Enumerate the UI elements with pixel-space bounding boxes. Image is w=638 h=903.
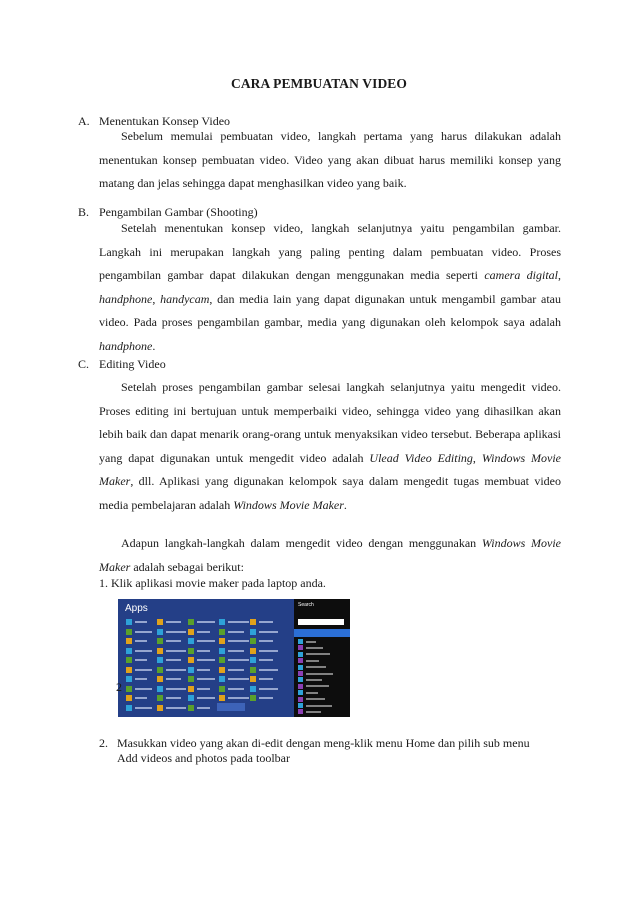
- app-tile-label: [135, 688, 152, 690]
- app-tile-label: [228, 678, 249, 680]
- search-result-icon: [298, 703, 303, 708]
- period: .: [343, 497, 347, 512]
- app-tile-label: [228, 697, 249, 699]
- search-result-icon: [298, 677, 303, 682]
- term-windows-movie-maker: Windows Movie Maker: [99, 536, 561, 574]
- app-tile-label: [228, 631, 244, 633]
- search-result-label: [306, 653, 330, 655]
- app-tile-label: [166, 659, 181, 661]
- app-tile-label: [228, 640, 249, 642]
- app-tile-icon: [157, 676, 163, 682]
- app-tile-label: [228, 688, 244, 690]
- app-tile-label: [259, 650, 278, 652]
- app-tile-icon: [157, 695, 163, 701]
- app-tile-label: [166, 697, 181, 699]
- period: .: [152, 338, 156, 353]
- app-tile-label: [259, 631, 278, 633]
- search-result-label: [306, 647, 323, 649]
- app-tile-icon: [219, 676, 225, 682]
- app-tile-icon: [126, 686, 132, 692]
- search-label: Search: [298, 602, 314, 608]
- app-tile-icon: [250, 619, 256, 625]
- app-tile-label: [197, 640, 215, 642]
- app-tile-label: [197, 621, 215, 623]
- app-tile-label: [259, 640, 273, 642]
- app-tile-icon: [188, 619, 194, 625]
- app-tile-label: [197, 669, 210, 671]
- section-c-title: Editing Video: [99, 357, 166, 371]
- search-result-label: [306, 660, 319, 662]
- search-result-icon: [298, 645, 303, 650]
- app-tile-label: [166, 707, 186, 709]
- app-tile-label: [166, 650, 186, 652]
- search-result-label: [306, 641, 316, 643]
- app-tile-label: [135, 631, 152, 633]
- section-c-letter: C.: [78, 357, 90, 371]
- app-tile-label: [259, 669, 278, 671]
- section-c-text-2: , dll. Aplikasi yang digunakan kelompok saya dalam mengedit tugas membuat video media pembelajaran adalah: [99, 474, 561, 512]
- app-tile-label: [135, 707, 152, 709]
- app-tile-icon: [126, 676, 132, 682]
- search-box: [298, 619, 344, 625]
- app-tile-label: [166, 640, 181, 642]
- term-windows-movie-maker: Windows Movie Maker: [99, 450, 562, 489]
- search-pane: [294, 599, 350, 717]
- app-tile-label: [135, 697, 147, 699]
- sep: ,: [152, 291, 161, 306]
- app-tile-label: [228, 669, 244, 671]
- search-result-icon: [298, 665, 303, 670]
- app-tile-label: [197, 678, 215, 680]
- app-tile-icon: [219, 629, 225, 635]
- app-tile-label: [197, 688, 210, 690]
- search-result-label: [306, 711, 321, 713]
- app-tile-icon: [250, 676, 256, 682]
- app-tile-label: [259, 688, 278, 690]
- section-b-text-2: , dan media lain yang dapat digunakan untuk mengambil gambar atau video. Pada proses pengambilan gambar, media yang digunakan oleh kelompok saya adalah: [99, 291, 562, 330]
- app-tile-icon: [126, 648, 132, 654]
- app-tile-icon: [250, 695, 256, 701]
- app-tile-icon: [126, 705, 132, 711]
- search-result-label: [306, 705, 332, 707]
- app-tile-label: [228, 650, 244, 652]
- section-a-title: Menentukan Konsep Video: [99, 114, 231, 128]
- app-tile-icon: [250, 638, 256, 644]
- sep: ,: [558, 268, 561, 283]
- app-tile-label: [135, 659, 147, 661]
- section-c-heading: [78, 357, 166, 371]
- term-windows-movie-maker: Windows Movie Maker: [233, 497, 344, 512]
- app-tile-label: [166, 688, 186, 690]
- app-tile-icon: [188, 629, 194, 635]
- app-tile-label: [259, 621, 273, 623]
- app-tile-icon: [188, 657, 194, 663]
- app-tile-icon: [126, 638, 132, 644]
- app-tile-icon: [219, 657, 225, 663]
- app-tile-icon: [157, 629, 163, 635]
- app-tile-icon: [219, 638, 225, 644]
- app-tile-icon: [157, 705, 163, 711]
- sep: ,: [472, 450, 482, 465]
- section-b-title: Pengambilan Gambar (Shooting): [99, 205, 258, 219]
- apps-label: Apps: [125, 603, 148, 614]
- stray-number: 2: [116, 680, 122, 694]
- app-tile-label: [197, 659, 215, 661]
- app-tile-icon: [157, 667, 163, 673]
- search-result-icon: [298, 684, 303, 689]
- app-tile-icon: [250, 667, 256, 673]
- app-tile-label: [259, 678, 273, 680]
- search-selected-result: [294, 629, 350, 637]
- app-tile-icon: [188, 648, 194, 654]
- app-tile-label: [228, 621, 249, 623]
- search-result-icon: [298, 709, 303, 714]
- app-tile-icon: [126, 657, 132, 663]
- app-tile-icon: [188, 638, 194, 644]
- app-tile-icon: [157, 648, 163, 654]
- app-tile-label: [166, 678, 181, 680]
- app-tile-icon: [188, 686, 194, 692]
- app-tile-icon: [188, 705, 194, 711]
- app-tile-icon: [157, 686, 163, 692]
- app-tile-label: [259, 697, 273, 699]
- app-tile-label: [228, 659, 249, 661]
- section-c-text-4: adalah sebagai berikut:: [130, 559, 244, 574]
- search-result-icon: [298, 658, 303, 663]
- app-tile-icon: [250, 648, 256, 654]
- section-c-paragraph-2: [99, 532, 561, 579]
- apps-screenshot: [118, 599, 350, 717]
- app-tile-icon: [219, 667, 225, 673]
- app-tile-icon: [126, 695, 132, 701]
- app-tile-icon: [126, 667, 132, 673]
- app-tile-label: [135, 640, 147, 642]
- section-b-letter: B.: [78, 205, 90, 219]
- term-camera-digital: camera digital: [484, 268, 558, 283]
- section-c-paragraph-1: [99, 376, 561, 518]
- search-result-label: [306, 685, 329, 687]
- app-tile-label: [197, 631, 210, 633]
- search-result-label: [306, 698, 325, 700]
- app-tile-label: [197, 707, 210, 709]
- step-2-line-2: Add videos and photos pada toolbar: [117, 751, 290, 765]
- search-result-label: [306, 679, 322, 681]
- search-result-icon: [298, 652, 303, 657]
- app-tile-icon: [126, 629, 132, 635]
- app-tile-icon: [219, 686, 225, 692]
- app-tile-icon: [188, 676, 194, 682]
- app-tile-icon: [250, 629, 256, 635]
- term-handphone: handphone: [99, 338, 153, 353]
- app-tile-label: [166, 669, 186, 671]
- document-title: CARA PEMBUATAN VIDEO: [230, 76, 407, 91]
- search-result-icon: [298, 639, 303, 644]
- app-tile-label: [135, 621, 147, 623]
- section-a-letter: A.: [78, 114, 90, 128]
- app-tile-icon: [157, 619, 163, 625]
- search-result-icon: [298, 671, 303, 676]
- app-tile-label: [197, 650, 210, 652]
- section-c-text-1: Setelah proses pengambilan gambar selesai langkah selanjutnya yaitu mengedit video. Proses editing ini bertujuan untuk memperbaiki video, sehingga video yang dihasilkan akan lebih baik dan dapat menarik orang-orang untuk menyaksikan video tersebut. Beberapa aplikasi yang dapat digunakan untuk mengedit video adalah: [99, 380, 561, 465]
- search-result-icon: [298, 690, 303, 695]
- highlighted-app-tile: [217, 703, 245, 711]
- app-tile-icon: [219, 648, 225, 654]
- app-tile-label: [135, 669, 152, 671]
- section-b-text-1: Setelah menentukan konsep video, langkah selanjutnya yaitu pengambilan gambar. Langkah ini merupakan langkah yang paling penting dalam pembuatan video. Proses pengambilan gambar dapat dilakukan dengan menggunakan media seperti: [99, 221, 561, 283]
- section-a-text: Sebelum memulai pembuatan video, langkah pertama yang harus dilakukan adalah menentukan konsep pembuatan video. Video yang akan dibuat harus memiliki konsep yang matang dan jelas sehingga dapat menghasilkan video yang baik.: [99, 129, 561, 191]
- search-result-label: [306, 673, 333, 675]
- section-b-paragraph: [99, 217, 561, 359]
- app-tile-icon: [188, 667, 194, 673]
- term-handycam: handycam: [160, 291, 210, 306]
- step-2-line-1: Masukkan video yang akan di-edit dengan meng-klik menu Home dan pilih sub menu: [117, 736, 530, 750]
- app-tile-label: [259, 659, 273, 661]
- term-handphone: handphone: [99, 291, 153, 306]
- app-tile-label: [197, 697, 215, 699]
- app-tile-label: [135, 650, 152, 652]
- section-a-paragraph: [99, 125, 561, 196]
- app-tile-label: [166, 631, 186, 633]
- search-result-label: [306, 666, 326, 668]
- app-tile-icon: [157, 657, 163, 663]
- app-tile-icon: [157, 638, 163, 644]
- step-1: 1. Klik aplikasi movie maker pada laptop anda.: [99, 576, 326, 590]
- search-result-icon: [298, 697, 303, 702]
- step-2-number: 2.: [99, 736, 108, 750]
- app-tile-label: [166, 621, 181, 623]
- app-tile-icon: [219, 695, 225, 701]
- term-ulead: Ulead Video Editing: [369, 450, 473, 465]
- app-tile-icon: [250, 686, 256, 692]
- app-tile-icon: [219, 619, 225, 625]
- search-result-label: [306, 692, 318, 694]
- app-tile-icon: [126, 619, 132, 625]
- section-c-text-3: Adapun langkah-langkah dalam mengedit video dengan menggunakan: [121, 536, 482, 550]
- app-tile-label: [135, 678, 147, 680]
- app-tile-icon: [188, 695, 194, 701]
- app-tile-icon: [250, 657, 256, 663]
